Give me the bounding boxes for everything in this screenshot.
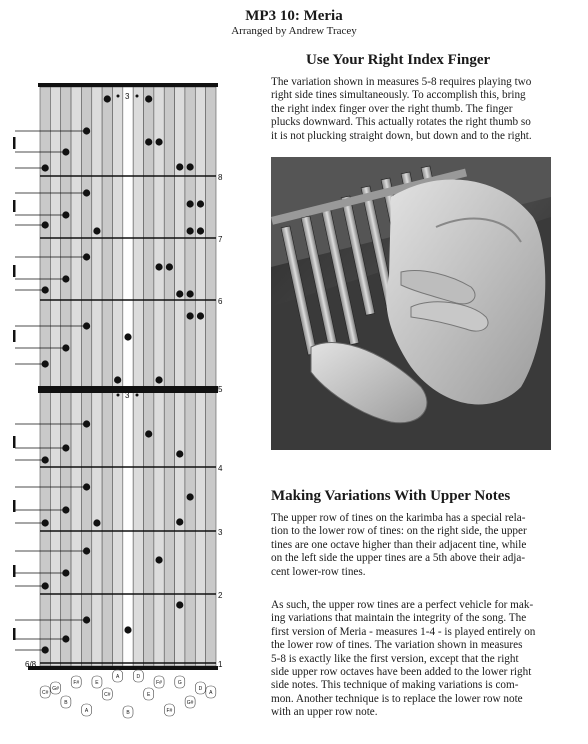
measure-number: 1: [218, 660, 223, 669]
text-line: first version of Meria - measures 1-4 - is played entirely on: [271, 625, 536, 638]
text-line: with an upper row note.: [271, 706, 378, 719]
tine: [92, 87, 102, 666]
tine: [40, 87, 50, 666]
text-line: side upper row octaves have been added to the lower right: [271, 666, 532, 679]
note-dot: [197, 312, 204, 319]
text-line: mon. Another technique is to replace the lower row note: [271, 692, 523, 705]
repeat-dot: [117, 394, 120, 397]
note-dot: [83, 189, 90, 196]
text-line: The variation shown in measures 5-8 requires playing two: [271, 76, 532, 88]
measure-flag: [13, 500, 16, 512]
note-dot: [176, 290, 183, 297]
note-dot: [155, 376, 162, 383]
tine: [144, 87, 154, 666]
tine: [164, 87, 174, 666]
text-line: The upper row of tines on the karimba has a special rela-: [271, 512, 526, 524]
paragraph-variations-technique: [271, 599, 571, 720]
karimba-tablature: [0, 0, 270, 744]
tine-label: B: [126, 710, 130, 716]
note-dot: [176, 601, 183, 608]
note-dot: [42, 286, 49, 293]
note-dot: [83, 420, 90, 427]
note-dot: [62, 635, 69, 642]
tine-label: B: [64, 700, 68, 706]
text-line: cent lower-row tines.: [271, 565, 366, 578]
tine-label: F#: [156, 680, 162, 686]
note-dot: [187, 290, 194, 297]
text-line: right side tines simultaneously. To accomplish this, bring: [271, 89, 526, 102]
tine-label: D: [136, 674, 141, 680]
tine-label: C#: [104, 692, 111, 698]
tine-label: C#: [41, 690, 49, 696]
top-bar: [38, 83, 218, 87]
note-dot: [155, 263, 162, 270]
repeat-mark: 3: [125, 391, 130, 400]
note-dot: [124, 333, 131, 340]
text-line: 5-8 is exactly like the first version, except that the right: [271, 652, 519, 665]
tine: [61, 87, 71, 666]
tine-label: G#: [186, 700, 194, 706]
measure-flag: [13, 137, 16, 149]
text-line: tines are one octave higher than their adjacent tine, while: [271, 538, 527, 551]
paragraph-upper-row: [271, 512, 571, 579]
text-line: the right index finger over the right thumb. The finger: [271, 102, 513, 115]
hand-playing-karimba-photo: [271, 157, 551, 450]
measure-flag: [13, 436, 16, 448]
measure-flag: [13, 200, 16, 212]
note-dot: [145, 430, 152, 437]
note-dot: [83, 547, 90, 554]
note-dot: [62, 444, 69, 451]
tine-label: D: [198, 686, 203, 692]
note-dot: [197, 227, 204, 234]
note-dot: [62, 211, 69, 218]
tine-label: A: [115, 674, 120, 680]
note-dot: [145, 138, 152, 145]
measure-number: 5: [218, 385, 223, 394]
note-dot: [42, 456, 49, 463]
time-signature: 6/8: [25, 660, 37, 669]
heading-making-variations: Making Variations With Upper Notes: [271, 488, 511, 504]
text-line: tion to the lower row of tines: on the right side, the upper: [271, 525, 527, 538]
note-dot: [176, 450, 183, 457]
page-subtitle: Arranged by Andrew Tracey: [231, 25, 357, 37]
tine: [175, 87, 185, 666]
note-dot: [166, 263, 173, 270]
note-dot: [187, 493, 194, 500]
note-dot: [176, 518, 183, 525]
note-dot: [83, 616, 90, 623]
note-dot: [187, 200, 194, 207]
note-dot: [42, 646, 49, 653]
tine: [50, 87, 60, 666]
note-dot: [83, 322, 90, 329]
note-dot: [62, 275, 69, 282]
note-dot: [62, 506, 69, 513]
measure-flag: [13, 565, 16, 577]
tine-label: E: [147, 692, 151, 698]
measure-number: 6: [218, 297, 223, 306]
note-dot: [187, 163, 194, 170]
note-dot: [42, 360, 49, 367]
heading-right-index-finger: Use Your Right Index Finger: [306, 52, 491, 68]
measure-number: 3: [218, 528, 223, 537]
text-line: on the left side the upper tines are a 5th above their adja-: [271, 552, 526, 565]
measure-flag: [13, 628, 16, 640]
tine-label: A: [84, 708, 89, 714]
text-line: it is not plucking straight down, but down and to the right.: [271, 129, 532, 142]
note-dot: [83, 253, 90, 260]
repeat-mark: 3: [125, 92, 130, 101]
note-dot: [104, 95, 111, 102]
tine: [81, 87, 91, 666]
tine: [206, 87, 216, 666]
note-dot: [145, 95, 152, 102]
note-dot: [42, 164, 49, 171]
measure-number: 7: [218, 235, 223, 244]
note-dot: [124, 626, 131, 633]
note-dot: [42, 582, 49, 589]
measure-flag: [13, 330, 16, 342]
text-line: As such, the upper row tines are a perfect vehicle for mak-: [271, 599, 534, 611]
note-dot: [155, 556, 162, 563]
bottom-bar: [28, 666, 218, 670]
note-dot: [42, 519, 49, 526]
tine-label: A: [209, 690, 213, 696]
measure-number: 8: [218, 173, 223, 182]
tine: [185, 87, 195, 666]
measure-number: 2: [218, 591, 223, 600]
note-dot: [62, 148, 69, 155]
tine: [133, 87, 143, 666]
tine-label: F#: [166, 708, 173, 714]
note-dot: [93, 227, 100, 234]
repeat-dot: [136, 394, 139, 397]
text-line: plucks downward. This actually rotates the right thumb so: [271, 116, 531, 129]
note-dot: [42, 221, 49, 228]
note-dot: [83, 127, 90, 134]
tine: [71, 87, 81, 666]
measure-flag: [13, 265, 16, 277]
text-line: ing variations that maintain the integrity of the song. The: [271, 612, 527, 625]
note-dot: [62, 344, 69, 351]
note-dot: [187, 227, 194, 234]
note-dot: [93, 519, 100, 526]
measure-number: 4: [218, 464, 223, 473]
note-dot: [155, 138, 162, 145]
note-dot: [62, 569, 69, 576]
tine: [195, 87, 205, 666]
page-title: MP3 10: Meria: [245, 8, 343, 24]
text-line: the lower row of tines. The variation shown in measures: [271, 639, 523, 652]
tine-label: G#: [52, 686, 59, 692]
note-dot: [176, 163, 183, 170]
note-dot: [187, 312, 194, 319]
tine: [102, 87, 112, 666]
text-line: side notes. This technique of making variations is com-: [271, 679, 519, 692]
tine: [123, 87, 133, 666]
repeat-dot: [117, 95, 120, 98]
tine-label: F#: [73, 680, 80, 686]
note-dot: [83, 483, 90, 490]
note-dot: [197, 200, 204, 207]
tine-label: E: [95, 680, 99, 686]
note-dot: [114, 376, 121, 383]
repeat-dot: [136, 95, 139, 98]
paragraph-right-index: [271, 76, 561, 143]
tine-label: G: [177, 680, 182, 686]
